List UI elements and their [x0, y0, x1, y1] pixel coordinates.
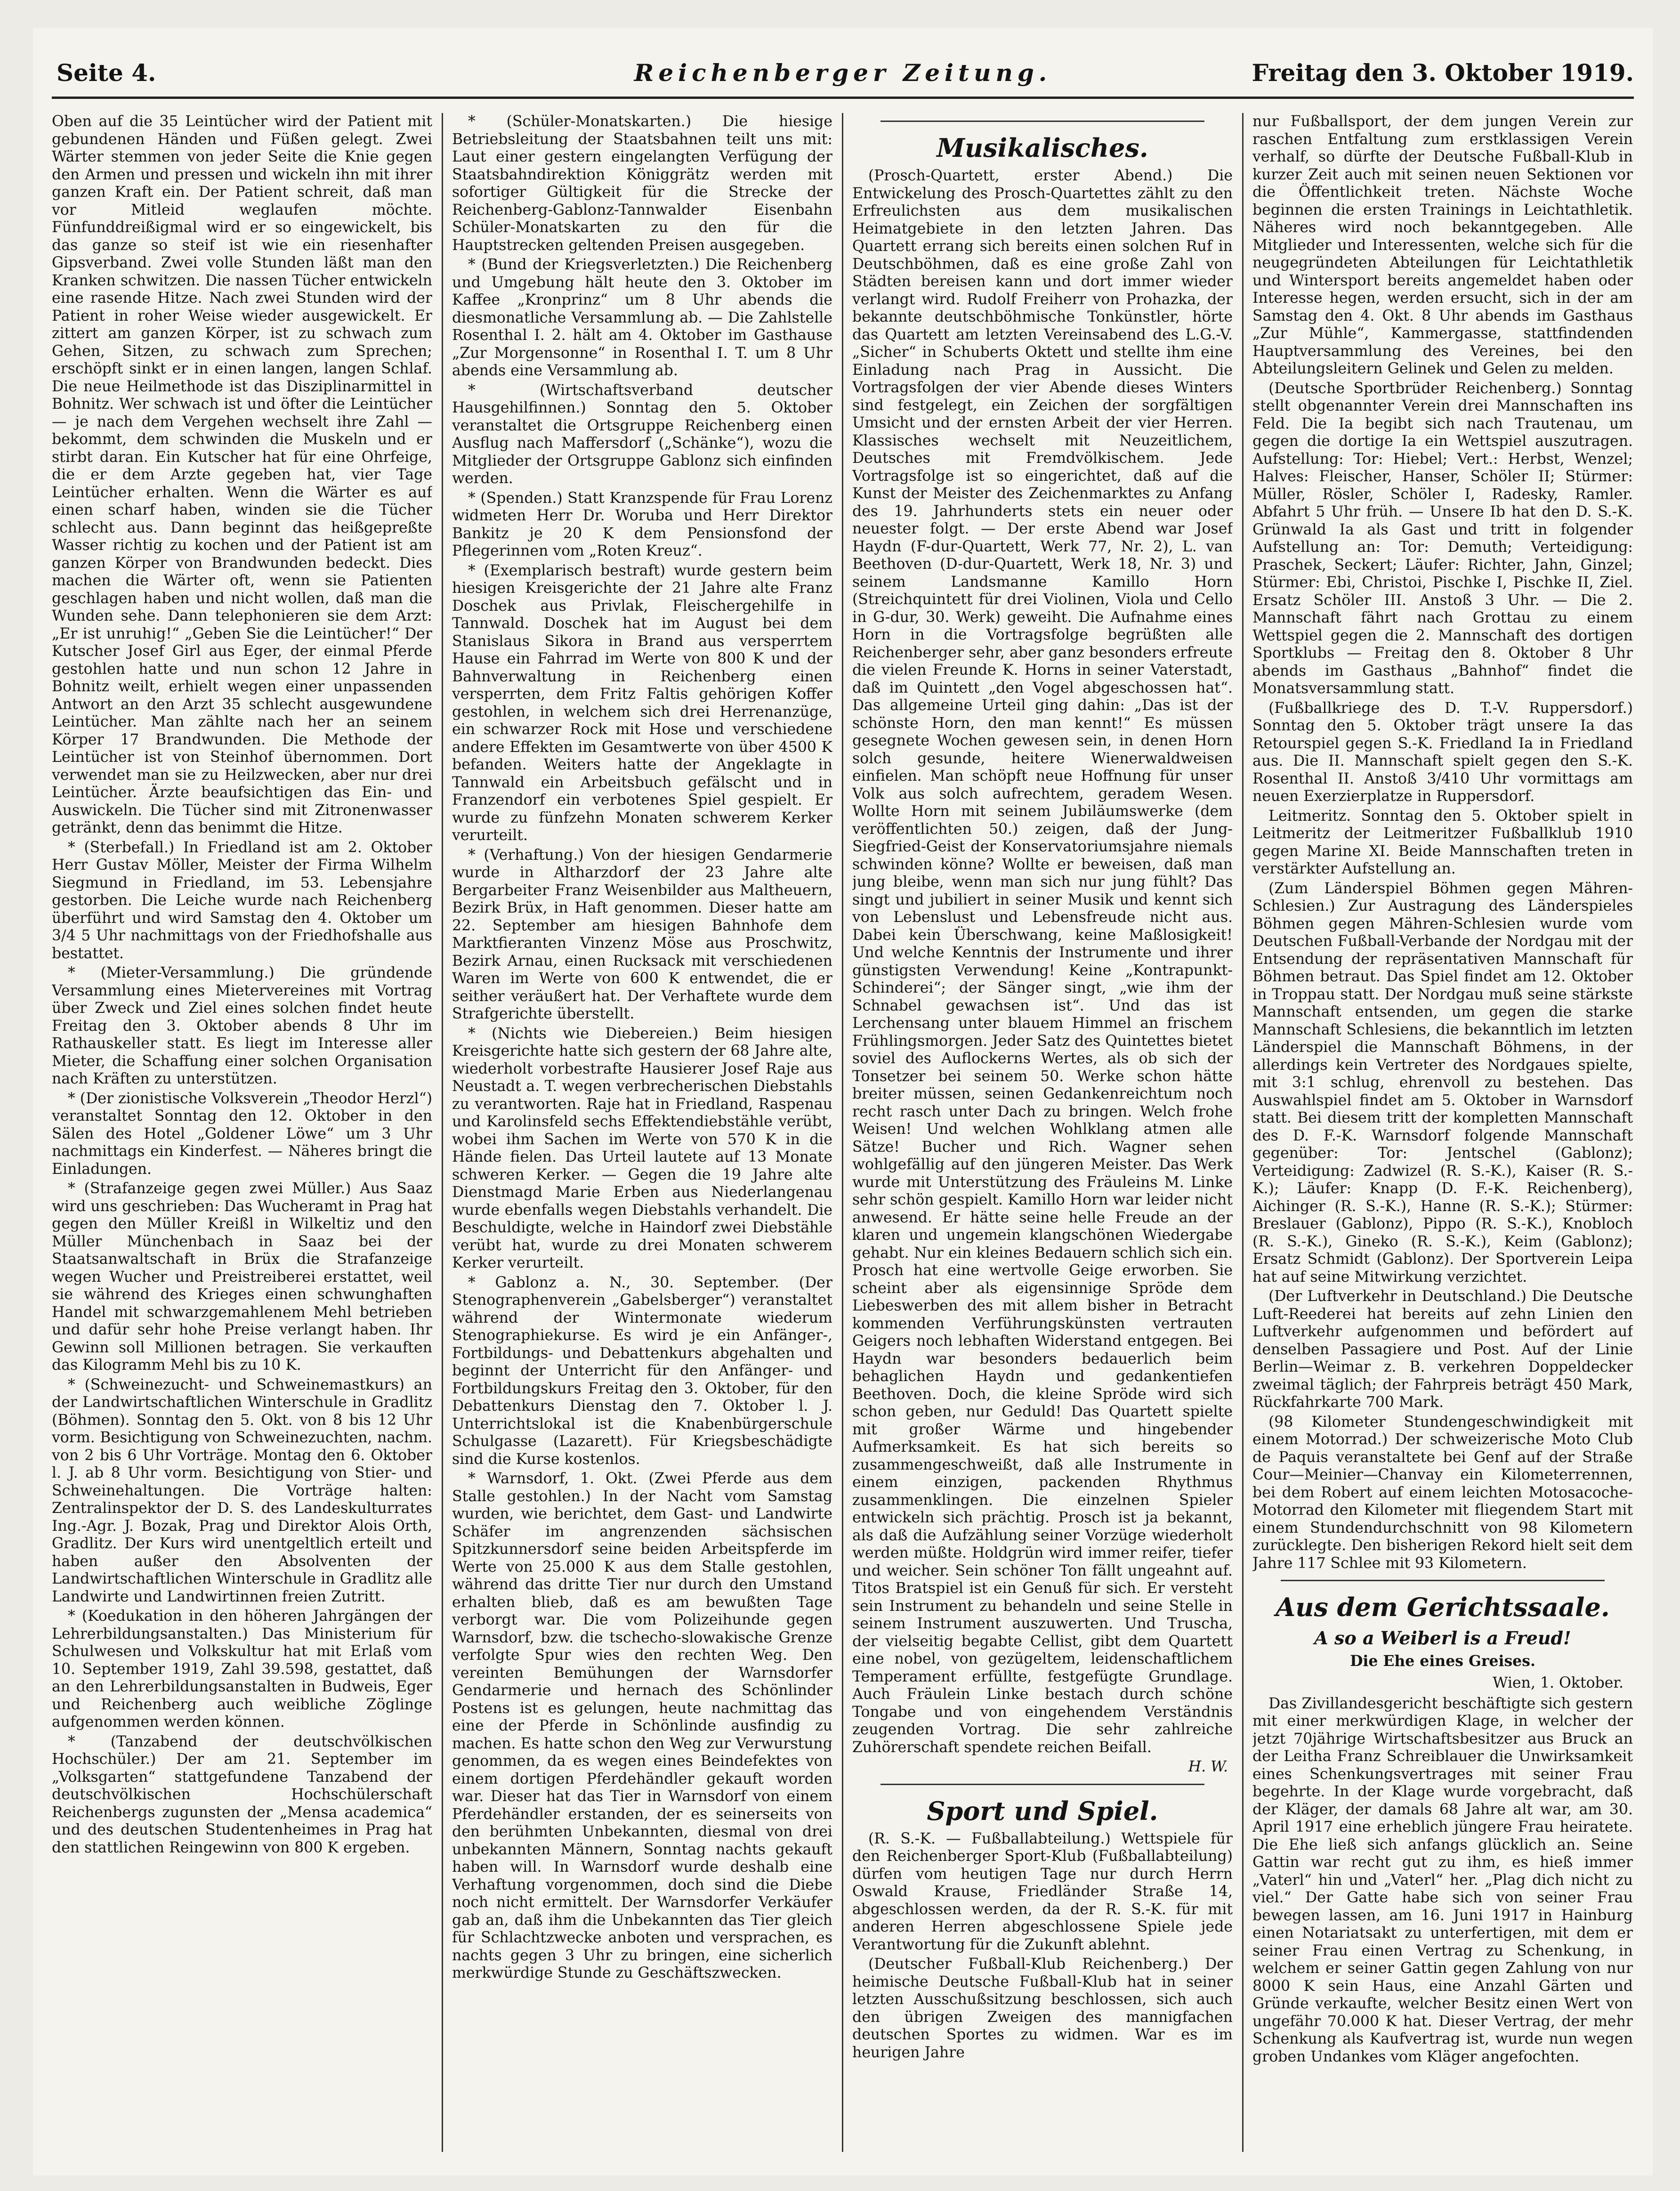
column-rule — [1242, 113, 1244, 2152]
section-heading-music: Musikalisches. — [937, 133, 1148, 163]
author-signature: H. W. — [1188, 1758, 1228, 1775]
page-number: Seite 4. — [57, 59, 156, 87]
column-2 — [452, 113, 832, 2152]
article-paragraph: * (Koedukation in den höheren Jahrgängen der Lehrerbildungsanstalten.) Das Ministerium für Schulwesen und Volkskultur hat mit Erlaß vom 10. September 1919, Zahl 39.598, gestattet, daß an den Lehrerbildungsanstalten in Budweis, Eger und Reichenberg auch weibliche Zöglinge aufgenommen werden können. — [52, 1608, 432, 1730]
article-paragraph: Leitmeritz. Sonntag den 5. Oktober spielt in Leitmeritz der Leitmeritzer Fußballklub 1910 gegen Marine XI. Beide Mannschaften treten in verstärkter Aufstellung an. — [1252, 807, 1633, 877]
column-1 — [52, 113, 432, 2152]
article-paragraph: (R. S.-K. — Fußballabteilung.) Wettspiele für den Reichenberger Sport-Klub (Fußballabteilung) dürfen vom heutigen Tage nur durch Herrn Oswald Krause, Friedländer Straße 14, abgeschlossen werden, da der R. S.-K. für mit anderen Herren abgeschlossene Spiele jede Verantwortung für die Zukunft ablehnt. — [852, 1830, 1233, 1953]
article-headline: A so a Weiberl is a Freud! — [1314, 1627, 1571, 1649]
issue-date: Freitag den 3. Oktober 1919. — [1252, 59, 1634, 87]
article-subheadline: Die Ehe eines Greises. — [1350, 1652, 1535, 1670]
section-heading-court: Aus dem Gerichtssaale. — [1276, 1592, 1610, 1622]
article-paragraph: * (Bund der Kriegsverletzten.) Die Reichenberg und Umgebung hält heute den 3. Oktober im Kaffee „Kronprinz“ um 8 Uhr abends die diesmonatliche Versammlung ab. — Die Zahlstelle Rosenthal I. 2. hält am 4. Oktober im Gasthause „Zur Morgensonne“ in Rosenthal I. T. um 8 Uhr abends eine Versammlung ab. — [452, 256, 832, 379]
article-paragraph: (Zum Länderspiel Böhmen gegen Mähren-Schlesien.) Zur Austragung des Länderspieles Böhmen gegen Mähren-Schlesien wurde vom Deutschen Fußball-Verbande der Nordgau mit der Entsendung der repräsentativen Mannschaft für Böhmen betraut. Das Spiel findet am 12. Oktober in Troppau statt. Der Nordgau muß seine stärkste Mannschaft entsenden, um gegen die starke Mannschaft Schlesiens, die bekanntlich im letzten Länderspiel die Mannschaft Böhmens, in der allerdings kein Vertreter des Nordgaues spielte, mit 3:1 schlug, ehrenvoll zu bestehen. Das Auswahlspiel findet am 5. Oktober in Warnsdorf statt. Bei diesem tritt der kompletten Mannschaft des D. F.-K. Warnsdorf folgende Mannschaft gegenüber: Tor: Jentschel (Gablonz); Verteidigung: Zadwizel (R. S.-K.), Kaiser (R. S.-K.); Läufer: Knapp (D. F.-K. Reichenberg), Aichinger (R. S.-K.), Hanne (R. S.-K.); Stürmer: Breslauer (Gablonz), Pippo (R. S.-K.), Knobloch (R. S.-K.), Gineko (R. S.-K.), Keim (Gablonz); Ersatz Schmidt (Gablonz). Der Sportverein Leipa hat auf seine Mitwirkung verzichtet. — [1252, 880, 1633, 1285]
article-paragraph: Das Zivillandesgericht beschäftigte sich gestern mit einer merkwürdigen Klage, in welcher der jetzt 70jährige Wirtschaftsbesitzer aus Bruck an der Leitha Franz Schreiblauer die Unwirksamkeit eines Schenkungsvertrages mit seiner Frau begehrte. In der Klage wurde vorgebracht, daß der Kläger, der damals 68 Jahre alt war, am 30. April 1917 eine erheblich jüngere Frau heiratete. Die Ehe ließ sich anfangs glücklich an. Seine Gattin war recht gut zu ihm, es hieß immer „Vaterl“ hin und „Vaterl“ her. „Plag dich nicht zu viel.“ Der Gatte habe sich von seiner Frau bewegen lassen, am 16. Juni 1917 in Hainburg einen Notariatsakt zu unterfertigen, mit dem er seiner Frau einen Vertrag zu Schenkung, in welchem er seiner Gattin gegen Zahlung von nur 8000 K sein Haus, eine Anzahl Gärten und Gründe verkaufte, welcher Besitz einen Wert von ungefähr 70.000 K hat. Dieser Vertrag, der mehr Schenkung als Kaufvertrag ist, wurde nun wegen groben Undankes vom Kläger angefochten. — [1252, 1695, 1633, 2065]
article-paragraph: * (Schüler-Monatskarten.) Die hiesige Betriebsleitung der Staatsbahnen teilt uns mit: Laut einer gestern eingelangten Verfügung der Staatsbahndirektion Königgrätz werden mit sofortiger Gültigkeit für die Strecke der Reichenberg-Gablonz-Tannwalder Eisenbahn Schüler-Monatskarten zu den für die Hauptstrecken geltenden Preisen ausgegeben. — [452, 113, 832, 254]
article-paragraph: (Deutsche Sportbrüder Reichenberg.) Sonntag stellt obgenannter Verein drei Mannschaften ins Feld. Die Ia begibt sich nach Trautenau, um gegen die dortige Ia ein Wettspiel auszutragen. Aufstellung: Tor: Hiebel; Vert.: Herbst, Wenzel; Halves: Fleischer, Hanser, Schöler II; Stürmer: Müller, Rösler, Schöler I, Radesky, Ramler. Abfahrt 5 Uhr früh. — Unsere Ib hat den D. S.-K. Grünwald Ia als Gast und tritt in folgender Aufstellung an: Tor: Demuth; Verteidigung: Praschek, Seckert; Läufer: Richter, Jahn, Ginzel; Stürmer: Ebi, Christoi, Pischke I, Pischke II, Ziel. Ersatz Schöler III. Anstoß 3 Uhr. — Die 2. Mannschaft fährt nach Grottau zu einem Wettspiel gegen die 2. Mannschaft des dortigen Sportklubs — Freitag den 8. Oktober 8 Uhr abends im Gasthaus „Bahnhof“ findet die Monatsversammlung statt. — [1252, 380, 1633, 697]
article-paragraph: * Warnsdorf, 1. Okt. (Zwei Pferde aus dem Stalle gestohlen.) In der Nacht vom Samstag wurden, wie berichtet, dem Gast- und Landwirte Schäfer im angrenzenden sächsischen Spitzkunnersdorf seine beiden Arbeitspferde im Werte von 25.000 K aus dem Stalle gestohlen, während das dritte Tier nur durch den Umstand erhalten blieb, daß es am bewußten Tage verborgt war. Die vom Polizeihunde gegen Warnsdorf, bzw. die tschecho-slowakische Grenze verfolgte Spur wies den rechten Weg. Den vereinten Bemühungen der Warnsdorfer Gendarmerie und hernach des Schönlinder Postens ist es gelungen, heute nachmittag das eine der Pferde in Schönlinde ausfindig zu machen. Es hatte schon den Weg zur Verwurstung genommen, da es wegen eines Beindefektes von einem dortigen Pferdehändler gekauft worden war. Dieser hat das Tier in Warnsdorf von einem Pferdehändler erstanden, der es seinerseits von den berühmten Unbekannten, diesmal von drei unbekannten Männern, Sonntag nachts gekauft haben will. In Warnsdorf wurde deshalb eine Verhaftung vorgenommen, doch sind die Diebe noch nicht ermittelt. Der Warnsdorfer Verkäufer gab an, daß ihm die Unbekannten das Tier gleich für Schlachtzwecke anboten und versprachen, es nachts gegen 3 Uhr zu bringen, eine sicherlich merkwürdige Stunde zu Geschäftszwecken. — [452, 1470, 832, 1981]
newspaper-title: Reichenberger Zeitung. — [634, 59, 1052, 87]
article-paragraph: * (Der zionistische Volksverein „Theodor Herzl“) veranstaltet Sonntag den 12. Oktober in den Sälen des Hotel „Goldener Löwe“ um 3 Uhr nachmittags ein Kinderfest. — Näheres bringt die Einladungen. — [52, 1090, 432, 1178]
article-paragraph: (Deutscher Fußball-Klub Reichenberg.) Der heimische Deutsche Fußball-Klub hat in seiner letzten Ausschußsitzung beschlossen, sich auch den übrigen Zweigen des mannigfachen deutschen Sportes zu widmen. War es im heurigen Jahre — [852, 1956, 1233, 2061]
columns — [52, 113, 1634, 2152]
section-rule — [1281, 1580, 1605, 1581]
article-paragraph: * (Tanzabend der deutschvölkischen Hochschüler.) Der am 21. September im „Volksgarten“ stattgefundene Tanzabend der deutschvölkischen Hochschülerschaft Reichenbergs zugunsten der „Mensa academica“ und des deutschen Studentenheimes in Prag hat den stattlichen Reingewinn von 800 K ergeben. — [52, 1733, 432, 1856]
article-paragraph: (Fußballkriege des D. T.-V. Ruppersdorf.) Sonntag den 5. Oktober trägt unsere Ia das Retourspiel gegen S.-K. Friedland Ia in Friedland aus. Die II. Mannschaft spielt gegen den S.-K. Rosenthal II. Anstoß 3/410 Uhr vormittags am neuen Exerzierplatze in Ruppersdorf. — [1252, 699, 1633, 805]
article-paragraph: (Der Luftverkehr in Deutschland.) Die Deutsche Luft-Reederei hat bereits auf zehn Linien den Luftverkehr aufgenommen und befördert auf denselben Passagiere und Post. Auf der Linie Berlin—Weimar z. B. verkehren Doppeldecker zweimal täglich; der Fahrpreis beträgt 450 Mark, Rückfahrkarte 700 Mark. — [1252, 1288, 1633, 1411]
article-paragraph: * (Strafanzeige gegen zwei Müller.) Aus Saaz wird uns geschrieben: Das Wucheramt in Prag hat gegen den Müller Kreißl in Wilkeltiz und den Müller Münchenbach in Saaz bei der Staatsanwaltschaft in Brüx die Strafanzeige wegen Wucher und Preistreiberei erstattet, weil sie während des Krieges einen schwunghaften Handel mit schwarzgemahlenem Mehl betrieben und dafür sehr hohe Preise verlangt haben. Ihr Gewinn soll Millionen betragen. Sie verkauften das Kilogramm Mehl bis zu 10 K. — [52, 1180, 432, 1374]
article-paragraph: Oben auf die 35 Leintücher wird der Patient mit gebundenen Händen und Füßen gelegt. Zwei Wärter stemmen von jeder Seite die Knie gegen den Armen und pressen und wickeln ihn mit ihrer ganzen Kraft ein. Der Patient schreit, daß man vor Mitleid weglaufen möchte. Fünfunddreißigmal wird er so eingewickelt, bis das ganze so steif ist wie ein riesenhafter Gipsverband. Zwei volle Stunden läßt man den Kranken schwitzen. Die nassen Tücher entwickeln eine rasende Hitze. Nach zwei Stunden wird der Patient in roher Weise wieder ausgewickelt. Er zittert am ganzen Körper, ist zu schwach zum Gehen, Sitzen, zu schwach zum Sprechen; erschöpft sinkt er in einen langen, langen Schlaf. Die neue Heilmethode ist das Disziplinarmittel in Bohnitz. Wer schwach ist und öfter die Leintücher — je nach dem Vergehen wechselt ihre Zahl — bekommt, dem schwinden die Muskeln und er stirbt daran. Ein Kutscher hat für eine Ohrfeige, die er dem Arzte gegeben hat, vier Tage Leintücher erhalten. Wenn die Wärter es auf einen scharf haben, winden sie die Tücher schlecht aus. Dann beginnt das heißgepreßte Wasser richtig zu kochen und der Patient ist am ganzen Körper von Brandwunden bedeckt. Dies machen die Wärter oft, wenn sie Patienten geschlagen haben und nicht wollen, daß man die Wunden sehe. Dann telephonieren sie dem Arzt: „Er ist unruhig!“ „Geben Sie die Leintücher!“ Der Kutscher Josef Girl aus Eger, der einmal Pferde gestohlen hatte und nun schon 12 Jahre in Bohnitz weilt, erhielt wegen einer unpassenden Antwort an den Arzt 35 schlecht ausgewundene Leintücher. Man zählte nach her an seinem Körper 17 Brandwunden. Die Methode der Leintücher ist von Steinhof übernommen. Dort verwendet man sie zu Heilzwecken, aber nur drei Leintücher. Ärzte beaufsichtigen das Ein- und Auswickeln. Die Tücher sind mit Zitronenwasser getränkt, denn das benimmt die Hitze. — [52, 113, 432, 836]
dateline: Wien, 1. Oktober. — [1493, 1674, 1623, 1691]
article-paragraph: * (Nichts wie Diebereien.) Beim hiesigen Kreisgerichte hatte sich gestern der 68 Jahre alte, wiederholt vorbestrafte Hausierer Josef Raje aus Neustadt a. T. wegen verbrecherischen Diebstahls zu verantworten. Raje hat in Friedland, Raspenau und Karolinsfeld sechs Effektendiebstähle verübt, wobei ihm Sachen im Werte von 570 K in die Hände fielen. Das Urteil lautete auf 13 Monate schweren Kerker. — Gegen die 19 Jahre alte Dienstmagd Marie Erben aus Niederlangenau wurde ebenfalls wegen Diebstahls verhandelt. Die Beschuldigte, welche in Haindorf zwei Diebstähle verübt hat, wurde zu drei Monaten schwerem Kerker verurteilt. — [452, 1025, 832, 1271]
article-paragraph: * (Wirtschaftsverband deutscher Hausgehilfinnen.) Sonntag den 5. Oktober veranstaltet die Ortsgruppe Reichenberg einen Ausflug nach Maffersdorf („Schänke“), wozu die Mitglieder der Ortsgruppe Gablonz sich einfinden werden. — [452, 381, 832, 487]
header-rule — [52, 97, 1634, 99]
column-4 — [1252, 113, 1633, 2152]
article-paragraph: * (Schweinezucht- und Schweinemastkurs) an der Landwirtschaftlichen Winterschule in Gradlitz (Böhmen). Sonntag den 5. Okt. von 8 bis 12 Uhr vorm. Besichtigung von Schweinezuchten, nachm. von 2 bis 6 Uhr Vorträge. Montag den 6. Oktober l. J. ab 8 Uhr vorm. Besichtigung von Stier- und Schweinehaltungen. Die Vorträge halten: Zentralinspektor der D. S. des Landeskulturrates Ing.-Agr. J. Bozak, Prag und Direktor Alois Orth, Gradlitz. Der Kurs wird unentgeltlich erteilt und haben außer den Absolventen der Landwirtschaftlichen Winterschule in Gradlitz alle Landwirte und Landwirtinnen freien Zutritt. — [52, 1376, 432, 1605]
column-3 — [852, 113, 1233, 2152]
section-rule — [880, 121, 1204, 122]
section-heading-sport: Sport und Spiel. — [927, 1795, 1158, 1826]
article-paragraph: * (Exemplarisch bestraft) wurde gestern beim hiesigen Kreisgerichte der 21 Jahre alte Franz Doschek aus Privlak, Fleischergehilfe in Tannwald. Doschek hat im August bei dem Stanislaus Sikora in Brand aus versperrtem Hause ein Fahrrad im Werte von 800 K und der Bahnverwaltung in Reichenberg einen versperrten, dem Fritz Faltis gehörigen Koffer gestohlen, in welchem sich drei Herrenanzüge, ein schwarzer Rock mit Hose und verschiedene andere Effekten im Gesamtwerte von über 4500 K befanden. Weiters hatte der Angeklagte in Tannwald ein Arbeitsbuch gefälscht und in Franzendorf ein verbotenes Spiel gespielt. Er wurde zu fünfzehn Monaten schwerem Kerker verurteilt. — [452, 562, 832, 844]
column-rule — [442, 113, 443, 2152]
column-rule — [842, 113, 843, 2152]
article-paragraph: * (Verhaftung.) Von der hiesigen Gendarmerie wurde in Altharzdorf der 23 Jahre alte Bergarbeiter Franz Weisenbilder aus Maltheuern, Bezirk Brüx, in Haft genommen. Dieser hatte am 22. September am hiesigen Bahnhofe dem Marktfieranten Vinzenz Möse aus Proschwitz, Bezirk Arnau, einen Rucksack mit verschiedenen Waren im Werte von 600 K entwendet, die er seither veräußert hat. Der Verhaftete wurde dem Strafgerichte überstellt. — [452, 846, 832, 1022]
page-header — [33, 54, 1653, 111]
article-paragraph: (Prosch-Quartett, erster Abend.) Die Entwickelung des Prosch-Quartettes zählt zu den Erfreulichsten aus dem musikalischen Heimatgebiete in den letzten Jahren. Das Quartett errang sich bereits einen solchen Ruf in Deutschböhmen, daß es eine große Zahl von Städten bereisen kann und dort immer wieder verlangt wird. Rudolf Freiherr von Prohazka, der bekannte deutschböhmische Tonkünstler, hörte das Quartett am letzten Vereinsabend des L.G.-V. „Sicher“ in Schuberts Oktett und stellte ihm eine Einladung nach Prag in Aussicht. Die Vortragsfolgen der vier Abende dieses Winters sind festgelegt, ein Zeichen der sorgfältigen Umsicht und der ernsten Arbeit der vier Herren. Klassisches wechselt mit Neuzeitlichem, Deutsches mit Fremdvölkischem. Jede Vortragsfolge ist so eingerichtet, daß auf die Kunst der Meister des Zeichenmarktes zu Anfang des 19. Jahrhunderts stets ein neuer oder neuester folgt. — Der erste Abend war Josef Haydn (F-dur-Quartett, Werk 77, Nr. 2), L. van Beethoven (D-dur-Quartett, Werk 18, Nr. 3) und seinem Landsmanne Kamillo Horn (Streichquintett für drei Violinen, Viola und Cello in G-dur, 30. Werk) geweiht. Die Aufnahme eines Horn in die Vortragsfolge begrüßten alle Reichenberger sehr, aber ganz besonders erfreute die vielen Freunde K. Horns in seiner Vaterstadt, daß im Quintett „den Vogel abgeschossen hat“. Das allgemeine Urteil ging dahin: „Das ist der schönste Horn, den man kennt!“ Es müssen gesegnete Wochen gewesen sein, in denen Horn solch gesunde, heitere Wienerwaldweisen einfielen. Man schöpft neue Hoffnung für unser Volk aus solch aufrechtem, geradem Wesen. Wollte Horn mit seinem Jubiläumswerke (dem veröffentlichten 50.) zeigen, daß der Jung-Siegfried-Geist der Konservatoriumsjahre niemals schwinden könne? Wollte er beweisen, daß man jung bleibe, wenn man sich nur jung fühlt? Das singt und jubiliert in seiner Musik und kennt sich von Lebenslust und Lebensfreude nicht aus. Dabei kein Überschwang, keine Maßlosigkeit! Und welche Kenntnis der Instrumente und ihrer günstigsten Verwendung! Keine „Kontrapunkt-Schinderei“; der Sänger singt, „wie ihm der Schnabel gewachsen ist“. Und das ist Lerchensang unter blauem Himmel an frischem Frühlingsmorgen. Jeder Satz des Quintettes bietet soviel des Auflockerns Wertes, als ob sich der Tonsetzer bei seinem 50. Werke schon hätte breiter müssen, seinen Gedankenreichtum noch recht rasch unter Dach zu bringen. Welch frohe Weisen! Und welchen Wohlklang atmen alle Sätze! Bucher und Rich. Wagner sehen wohlgefällig auf den jüngeren Meister. Das Werk wurde mit Unterstützung des Fräuleins M. Linke sehr schön gespielt. Kamillo Horn war leider nicht anwesend. Er hätte seine helle Freude an der klaren und ungemein klangschönen Wiedergabe gehabt. Nur ein kleines Bedauern schlich sich ein. Prosch hat eine wertvolle Geige erworben. Sie scheint aber als eigensinnige Spröde dem Liebeswerben des mit allem bisher in Betracht kommenden Verführungskünsten vertrauten Geigers noch lebhaften Widerstand entgegen. Bei Haydn war besonders bedauerlich beim behaglichen Haydn und gedankentiefen Beethoven. Doch, die kleine Spröde wird sich schon geben, nur Geduld! Das Quartett spielte mit großer Wärme und hingebender Aufmerksamkeit. Es hat sich bereits so zusammengeschweißt, daß alle Instrumente in einem einzigen, packenden Rhythmus zusammenklingen. Die einzelnen Spieler entwickeln sich prächtig. Prosch ist ja bekannt, als daß die Aufzählung seiner Vorzüge wiederholt werden müßte. Holdgrün wird immer reifer, tiefer und weicher. Sein schöner Ton fällt ungeahnt auf. Titos Bratspiel ist ein Genuß für sich. Er versteht sein Instrument zu behandeln und seine Stelle in seinem Instrument auszuwerten. Und Truscha, der vielseitig begabte Cellist, gibt dem Quartett eine nobel, von gezügeltem, leidenschaftlichem Temperament erfüllte, festgefügte Grundlage. Auch Fräulein Linke bestach durch schöne Tongabe und von eingehendem Verständnis zeugenden Vortrag. Die sehr zahlreiche Zuhörerschaft spendete reichen Beifall. — [852, 167, 1233, 1756]
article-paragraph: * (Spenden.) Statt Kranzspende für Frau Lorenz widmeten Herr Dr. Woruba und Herr Direktor Bankitz je 20 K dem Pensionsfond der Pflegerinnen vom „Roten Kreuz“. — [452, 489, 832, 559]
article-paragraph: * (Mieter-Versammlung.) Die gründende Versammlung eines Mietervereines mit Vortrag über Zweck und Ziel eines solchen findet heute Freitag den 3. Oktober abends 8 Uhr im Rathauskeller statt. Es liegt im Interesse aller Mieter, die Schaffung einer solchen Organisation nach Kräften zu unterstützen. — [52, 964, 432, 1087]
article-paragraph: (98 Kilometer Stundengeschwindigkeit mit einem Motorrad.) Der schweizerische Moto Club de Paquis veranstaltete bei Genf auf der Straße Cour—Meinier—Chanvay ein Kilometerrennen, bei dem Robert auf einem leichten Motosacoche-Motorrad den Kilometer mit fliegendem Start mit einem Stundendurchschnitt von 98 Kilometern zurücklegte. Den bisherigen Rekord hielt seit dem Jahre 117 Schlee mit 93 Kilometern. — [1252, 1413, 1633, 1572]
article-paragraph: * (Sterbefall.) In Friedland ist am 2. Oktober Herr Gustav Möller, Meister der Firma Wilhelm Siegmund in Friedland, im 53. Lebensjahre gestorben. Die Leiche wurde nach Reichenberg überführt und wird Samstag den 4. Oktober um 3/4 5 Uhr nachmittags von der Friedhofshalle aus bestattet. — [52, 839, 432, 962]
section-rule — [880, 1784, 1204, 1785]
article-paragraph: * Gablonz a. N., 30. September. (Der Stenographenverein „Gabelsberger“) veranstaltet während der Wintermonate wiederum Stenographiekurse. Es wird je ein Anfänger-, Fortbildungs- und Debattenkurs abgehalten und beginnt der Unterricht für den Anfänger- und Fortbildungskurs Freitag den 3. Oktober, für den Debattenkurs Dienstag den 7. Oktober l. J. Unterrichtslokal ist die Knabenbürgerschule Schulgasse (Lazarett). Für Kriegsbeschädigte sind die Kurse kostenlos. — [452, 1274, 832, 1468]
article-paragraph: nur Fußballsport, der dem jungen Verein zur raschen Entfaltung zum erstklassigen Verein verhalf, so dürfte der Deutsche Fußball-Klub in kurzer Zeit auch mit seinen neuen Sektionen vor die Öffentlichkeit treten. Nächste Woche beginnen die ersten Trainings in Leichtathletik. Näheres wird noch bekanntgegeben. Alle Mitglieder und Interessenten, welche sich für die neugegründeten Abteilungen für Leichtathletik und Wintersport bereits angemeldet haben oder Interesse hegen, werden ersucht, sich in der am Samstag den 4. Okt. 8 Uhr abends im Gasthaus „Zur Mühle“, Kammergasse, stattfindenden Hauptversammlung des Vereines, bei den Abteilungsleitern Gelinek und Gelen zu melden. — [1252, 113, 1633, 377]
newspaper-page — [33, 28, 1653, 2175]
